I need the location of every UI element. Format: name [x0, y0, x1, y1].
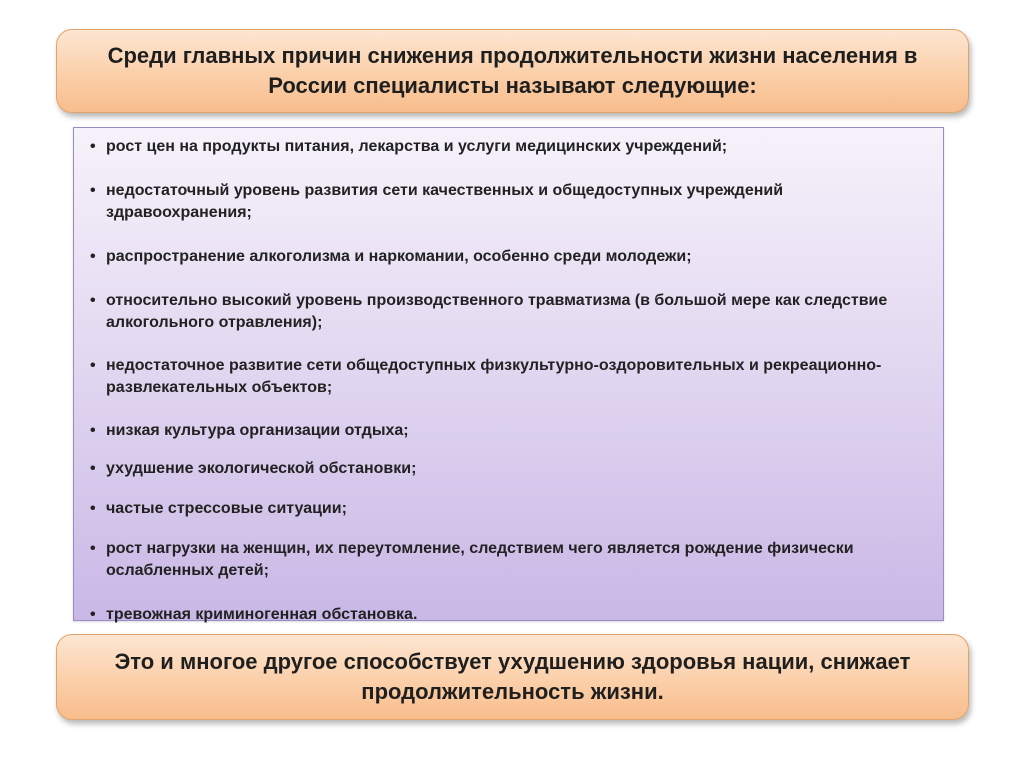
header-text: Среди главных причин снижения продолжительности жизни населения в России специалисты называют следующие:	[107, 43, 918, 98]
list-item: • тревожная криминогенная обстановка.	[90, 604, 926, 626]
list-item: • низкая культура организации отдыха;	[90, 420, 926, 442]
list-item: • рост нагрузки на женщин, их переутомление, следствием чего является рождение физически ослабленных детей;	[90, 538, 926, 582]
list-item: • частые стрессовые ситуации;	[90, 498, 926, 520]
footer-banner	[56, 634, 969, 720]
footer-text: Это и многое другое способствует ухудшению здоровья нации, снижает продолжительность жизни.	[114, 649, 911, 704]
header-banner	[56, 29, 969, 113]
list-item: • недостаточный уровень развития сети качественных и общедоступных учреждений здравоохранения;	[90, 180, 926, 224]
list-item: • ухудшение экологической обстановки;	[90, 458, 926, 480]
list-item: • относительно высокий уровень производственного травматизма (в большой мере как следствие алкогольного отравления);	[90, 290, 926, 334]
list-item: • недостаточное развитие сети общедоступных физкультурно-оздоровительных и рекреационно-развлекательных объектов;	[90, 355, 926, 399]
list-item: • рост цен на продукты питания, лекарства и услуги медицинских учреждений;	[90, 136, 926, 158]
causes-panel	[73, 127, 944, 621]
list-item: • распространение алкоголизма и наркомании, особенно среди молодежи;	[90, 246, 926, 268]
